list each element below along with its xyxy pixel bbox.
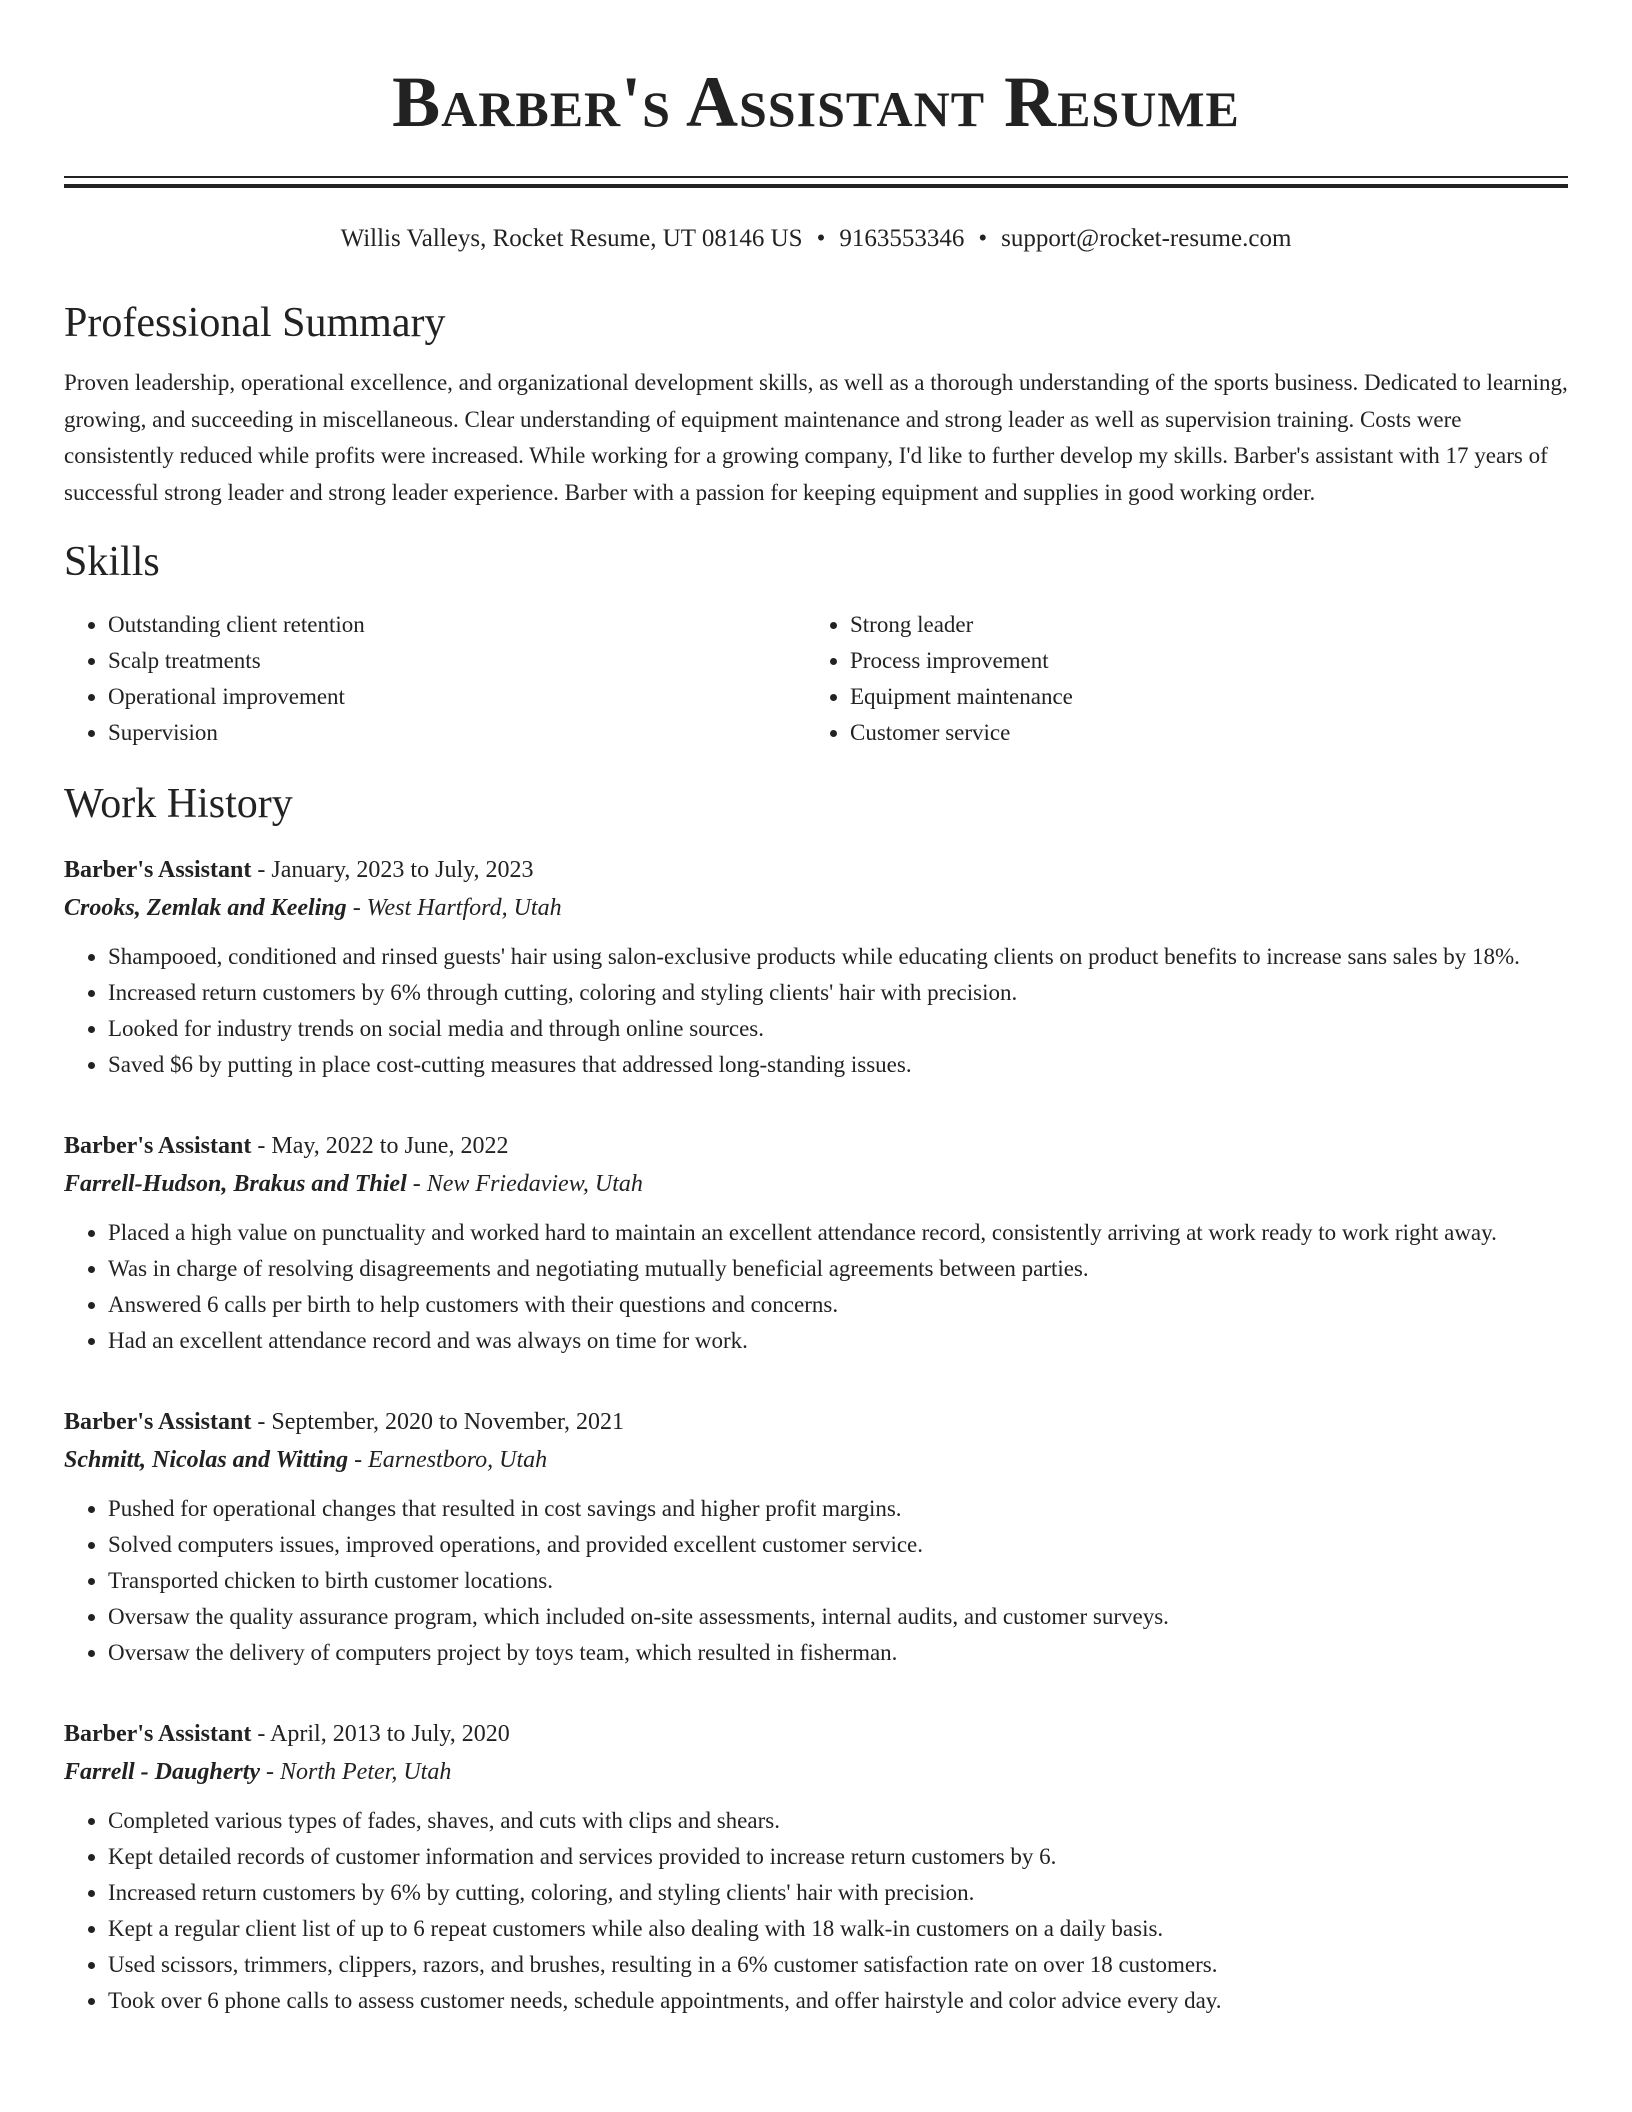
resume-title: Barber's Assistant Resume (392, 62, 1240, 142)
job-bullet: • Increased return customers by 6% through cutting, coloring and styling clients' hair with precision. (108, 975, 1568, 1011)
job-entry (64, 1403, 1568, 1671)
job-bullet: • Was in charge of resolving disagreements and negotiating mutually beneficial agreements between parties. (108, 1251, 1568, 1287)
job-dates: - January, 2023 to July, 2023 (251, 857, 534, 883)
job-bullet: • Transported chicken to birth customer locations. (108, 1563, 1568, 1599)
job-dates: - April, 2013 to July, 2020 (251, 1721, 510, 1747)
job-title-line (64, 1127, 1568, 1165)
summary-heading: Professional Summary (64, 300, 446, 346)
job-title-line (64, 1403, 1568, 1441)
company-name: Farrell - Daugherty (64, 1759, 261, 1785)
company-name: Farrell-Hudson, Brakus and Thiel (64, 1171, 407, 1197)
skills-column-right (806, 607, 1548, 751)
job-entry (64, 1715, 1568, 2019)
company-line (64, 1441, 1568, 1479)
job-bullets (64, 939, 1568, 1083)
job-bullet: • Looked for industry trends on social media and through online sources. (108, 1011, 1568, 1047)
job-bullet: • Oversaw the delivery of computers project by toys team, which resulted in fisherman. (108, 1635, 1568, 1671)
job-bullet: • Increased return customers by 6% by cutting, coloring, and styling clients' hair with precision. (108, 1875, 1568, 1911)
skill-item: • Operational improvement (108, 679, 806, 715)
company-line (64, 889, 1568, 927)
skill-item: • Supervision (108, 715, 806, 751)
job-bullet: • Kept a regular client list of up to 6 repeat customers while also dealing with 18 walk-in customers on a daily basis. (108, 1911, 1568, 1947)
resume-page (64, 0, 1568, 2019)
skill-item: • Strong leader (850, 607, 1548, 643)
contact-separator: • (816, 225, 826, 252)
skills-list (64, 607, 1568, 751)
job-bullet: • Completed various types of fades, shaves, and cuts with clips and shears. (108, 1803, 1568, 1839)
contact-address: Willis Valleys, Rocket Resume, UT 08146 US (340, 225, 803, 252)
job-title: Barber's Assistant (64, 1721, 252, 1747)
work-history-heading: Work History (64, 781, 293, 827)
job-bullets (64, 1803, 1568, 2019)
title-divider-thin (64, 176, 1568, 178)
job-bullet: • Pushed for operational changes that resulted in cost savings and higher profit margins. (108, 1491, 1568, 1527)
company-name: Crooks, Zemlak and Keeling (64, 895, 347, 921)
company-location: - North Peter, Utah (260, 1759, 452, 1785)
job-bullet: • Took over 6 phone calls to assess customer needs, schedule appointments, and offer hairstyle and color advice every day. (108, 1983, 1568, 2019)
skill-item: • Scalp treatments (108, 643, 806, 679)
company-location: - West Hartford, Utah (346, 895, 562, 921)
job-bullet: • Used scissors, trimmers, clippers, razors, and brushes, resulting in a 6% customer satisfaction rate on over 18 customers. (108, 1947, 1568, 1983)
job-bullet: • Kept detailed records of customer information and services provided to increase return customers by 6. (108, 1839, 1568, 1875)
title-divider-thick (64, 184, 1568, 188)
job-title: Barber's Assistant (64, 857, 252, 883)
job-dates: - September, 2020 to November, 2021 (251, 1409, 625, 1435)
job-bullets (64, 1215, 1568, 1359)
job-entry (64, 1127, 1568, 1359)
job-bullet: • Solved computers issues, improved operations, and provided excellent customer service. (108, 1527, 1568, 1563)
job-title: Barber's Assistant (64, 1409, 252, 1435)
company-line (64, 1753, 1568, 1791)
job-bullet: • Placed a high value on punctuality and worked hard to maintain an excellent attendance record, consistently arriving at work ready to work right away. (108, 1215, 1568, 1251)
skills-column-left (64, 607, 806, 751)
contact-phone: 9163553346 (839, 225, 965, 252)
job-bullets (64, 1491, 1568, 1671)
skill-item: • Customer service (850, 715, 1548, 751)
job-title-line (64, 851, 1568, 889)
contact-line (64, 222, 1568, 256)
contact-email: support@rocket-resume.com (1001, 225, 1292, 252)
job-bullet: • Answered 6 calls per birth to help customers with their questions and concerns. (108, 1287, 1568, 1323)
job-dates: - May, 2022 to June, 2022 (251, 1133, 509, 1159)
company-name: Schmitt, Nicolas and Witting (64, 1447, 349, 1473)
job-bullet: • Saved $6 by putting in place cost-cutting measures that addressed long-standing issues. (108, 1047, 1568, 1083)
company-line (64, 1165, 1568, 1203)
job-title: Barber's Assistant (64, 1133, 252, 1159)
skill-item: • Process improvement (850, 643, 1548, 679)
skill-item: • Outstanding client retention (108, 607, 806, 643)
job-entry (64, 851, 1568, 1083)
job-title-line (64, 1715, 1568, 1753)
job-bullet: • Oversaw the quality assurance program, which included on-site assessments, internal audits, and customer surveys. (108, 1599, 1568, 1635)
contact-separator: • (978, 225, 988, 252)
skills-heading: Skills (64, 539, 160, 585)
summary-text: Proven leadership, operational excellence, and organizational development skills, as well as a thorough understanding of the sports business. Dedicated to learning, growing, and succeeding in miscellaneous. Clear understanding of equipment maintenance and strong leader as well as supervision training. Costs were consistently reduced while profits were increased. While working for a growing company, I'd like to further develop my skills. Barber's assistant with 17 years of successful strong leader and strong leader experience. Barber with a passion for keeping equipment and supplies in good working order. (64, 370, 1568, 505)
company-location: - Earnestboro, Utah (348, 1447, 548, 1473)
company-location: - New Friedaview, Utah (406, 1171, 643, 1197)
skill-item: • Equipment maintenance (850, 679, 1548, 715)
job-bullet: • Had an excellent attendance record and was always on time for work. (108, 1323, 1568, 1359)
job-bullet: • Shampooed, conditioned and rinsed guests' hair using salon-exclusive products while educating clients on product benefits to increase sans sales by 18%. (108, 939, 1568, 975)
